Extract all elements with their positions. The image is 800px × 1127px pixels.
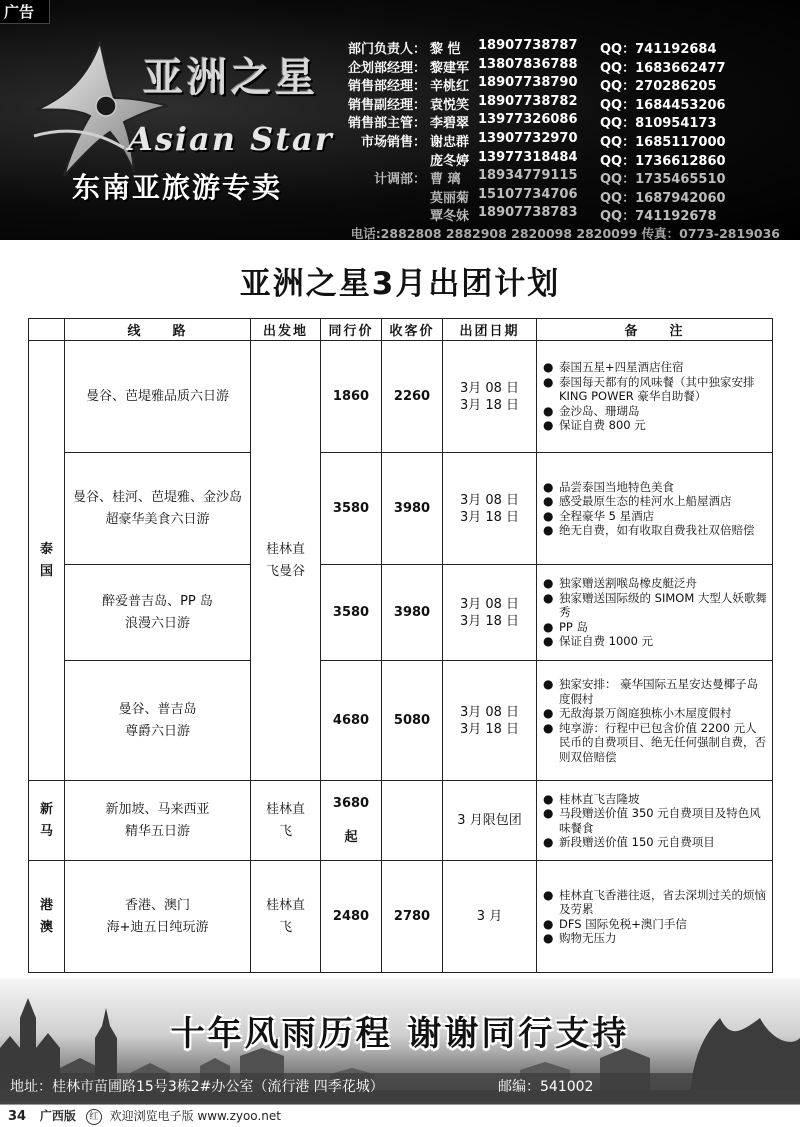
logo-name-cn: 亚洲之星 [143,54,319,101]
contact-list [338,38,798,224]
header-notes: 备 注 [537,319,773,341]
table-row [29,861,773,973]
date-cell: 3月 08 日 3月 18 日 [443,341,537,453]
bullet-icon: ● [543,720,554,735]
phone-fax-line: 电话:2882808 2882908 2820098 2820099 传真：0773-2819036 [350,226,780,240]
contact-row: 计调部： 曹 璃 18934779115 QQ：1735465510 [373,168,726,188]
retail-price-cell [382,781,443,861]
bullet-icon: ● [543,479,554,494]
note-item: ● 品尝泰国当地特色美食 [543,479,674,494]
notes-cell [537,861,773,973]
note-item: ● 独家赠送割喉岛橡皮艇泛舟 [543,576,697,591]
header-slogan: 东南亚旅游专卖 [72,171,283,204]
note-item: ● 马段赠送价值 350 元自费项目及特色风味餐食 [543,806,761,835]
notes-cell [537,565,773,661]
website-link[interactable]: 欢迎浏览电子版 www.zyoo.net [109,1109,281,1123]
departure-cell: 桂林直 飞 [251,781,321,861]
table-row [29,453,773,565]
edition-badge-icon: 红 [86,1109,102,1125]
edition-label: 广西版 [39,1109,76,1123]
contact-row: 企划部经理： 黎建军 13807836788 QQ：1683662477 [347,56,726,76]
page-number: 34 [8,1109,27,1124]
route-cell: 曼谷、芭堤雅品质六日游 [65,341,251,453]
note-item: ● DFS 国际免税+澳门手信 [543,916,687,931]
note-item: ● 纯享游：行程中已包含价值 2200 元人民币的自费项目、绝无任何强制自费，否则双倍赔偿 [543,720,766,764]
departure-cell: 桂林直 飞 [251,861,321,973]
ad-tag: 广告 [0,0,50,24]
notes-cell [537,453,773,565]
header-region [29,319,65,341]
bullet-icon: ● [543,916,554,931]
contact-row: 部门负责人： 黎 恺 18907738787 QQ：741192684 [347,38,717,57]
retail-price-cell: 5080 [382,661,443,781]
trade-price-cell: 3580 [321,565,382,661]
note-item: ● 桂林直飞香港往返，省去深圳过关的烦恼及劳累 [543,887,766,916]
region-thailand: 泰 国 [29,341,65,781]
note-item: ● 绝无自费，如有收取自费我社双倍赔偿 [543,523,755,537]
date-cell: 3 月限包团 [443,781,537,861]
bullet-icon: ● [543,887,554,902]
region-hongkong-macau: 港 澳 [29,861,65,973]
date-cell: 3月 08 日 3月 18 日 [443,661,537,781]
contact-row: 销售部经理： 辛桃红 18907738790 QQ：270286205 [347,75,717,95]
bullet-icon: ● [543,806,554,820]
route-cell: 新加坡、马来西亚 精华五日游 [65,781,251,861]
bullet-icon: ● [543,418,554,433]
bullet-icon: ● [543,494,554,508]
page-footer [0,1104,800,1127]
page-title: 亚洲之星3月出团计划 [239,266,561,302]
note-item: ● 桂林直飞吉隆坡 [543,791,640,806]
date-cell: 3 月 [443,861,537,973]
header-retail-price: 收客价 [382,319,443,341]
retail-price-cell: 2260 [382,341,443,453]
bullet-icon: ● [543,508,554,523]
bullet-icon: ● [543,360,554,375]
header-route: 线 路 [65,319,251,341]
trade-price-cell: 2480 [321,861,382,973]
note-item: ● 独家赠送国际级的 SIMOM 大型人妖歌舞秀 [543,590,767,620]
departure-cell: 桂林直 飞曼谷 [251,341,321,781]
bullet-icon: ● [543,403,554,418]
bullet-icon: ● [543,590,554,605]
trade-price-cell: 1860 [321,341,382,453]
notes-cell [537,661,773,781]
bullet-icon: ● [543,931,554,945]
note-item: ● PP 岛 [543,619,589,634]
bullet-icon: ● [543,374,554,389]
address-text: 地址：桂林市苗圃路15号3栋2#办公室（流行港 四季花城） [10,1079,384,1095]
region-singapore-malaysia: 新 马 [29,781,65,861]
postcode-text: 邮编：541002 [498,1079,594,1095]
bullet-icon: ● [543,619,554,634]
table-row [29,341,773,453]
date-cell: 3月 08 日 3月 18 日 [443,453,537,565]
note-item: ● 泰国每天都有的风味餐（其中独家安排 KING POWER 豪华自助餐） [543,374,755,404]
note-item: ● 新段赠送价值 150 元自费项目 [543,835,715,849]
note-item: ● 全程豪华 5 星酒店 [543,508,655,523]
trade-price-cell: 3580 [321,453,382,565]
contact-row: 莫丽菊 15107734706 QQ：1687942060 [430,186,726,206]
bullet-icon: ● [543,677,554,691]
header-banner [0,0,800,240]
note-item: ● 泰国五星+四星酒店住宿 [543,360,684,375]
footer-slogan: 十年风雨历程 谢谢同行支持 [170,1014,630,1054]
contact-row: 市场销售： 谢忠群 13907732970 QQ：1685117000 [360,130,726,150]
route-cell: 曼谷、桂河、芭堤雅、金沙岛 超豪华美食六日游 [65,453,251,565]
contact-row: 销售副经理： 袁悦笑 18907738782 QQ：1684453206 [347,93,726,113]
table-row [29,781,773,861]
trade-price-cell: 3680 起 [321,781,382,861]
trade-price-cell: 4680 [321,661,382,781]
table-row [29,565,773,661]
header-departure: 出发地 [251,319,321,341]
notes-cell [537,781,773,861]
bullet-icon: ● [543,706,554,720]
route-cell: 醉爱普吉岛、PP 岛 浪漫六日游 [65,565,251,661]
retail-price-cell: 3980 [382,565,443,661]
route-cell: 曼谷、普吉岛 尊爵六日游 [65,661,251,781]
header-departure-date: 出团日期 [443,319,537,341]
header-trade-price: 同行价 [321,319,382,341]
address-bar [0,1073,800,1101]
table-row [29,661,773,781]
notes-cell [537,341,773,453]
note-item: ● 感受最原生态的桂河水上船屋酒店 [543,494,732,508]
tour-plan-table [28,318,773,973]
note-item: ● 金沙岛、珊瑚岛 [543,403,640,418]
bullet-icon: ● [543,523,554,537]
table-header-row [29,319,773,341]
contact-row: 销售部主管： 李碧翠 13977326086 QQ：810954173 [347,112,717,132]
note-item: ● 保证自费 1000 元 [543,634,654,649]
bullet-icon: ● [543,791,554,806]
date-cell: 3月 08 日 3月 18 日 [443,565,537,661]
note-item: ● 购物无压力 [543,931,617,945]
note-item: ● 保证自费 800 元 [543,418,646,433]
contact-row: 覃冬妹 18907738783 QQ：741192678 [430,205,717,225]
note-item: ● 无敌海景万阁庭独栋小木屋度假村 [543,706,732,720]
retail-price-cell: 2780 [382,861,443,973]
bullet-icon: ● [543,634,554,649]
bullet-icon: ● [543,576,554,591]
contact-row: 庞冬婷 13977318484 QQ：1736612860 [430,149,726,169]
note-item: ● 独家安排： 豪华国际五星安达曼椰子岛度假村 [543,677,759,706]
retail-price-cell: 3980 [382,453,443,565]
logo-name-en: Asian Star [128,120,334,158]
route-cell: 香港、澳门 海+迪五日纯玩游 [65,861,251,973]
bullet-icon: ● [543,835,554,849]
